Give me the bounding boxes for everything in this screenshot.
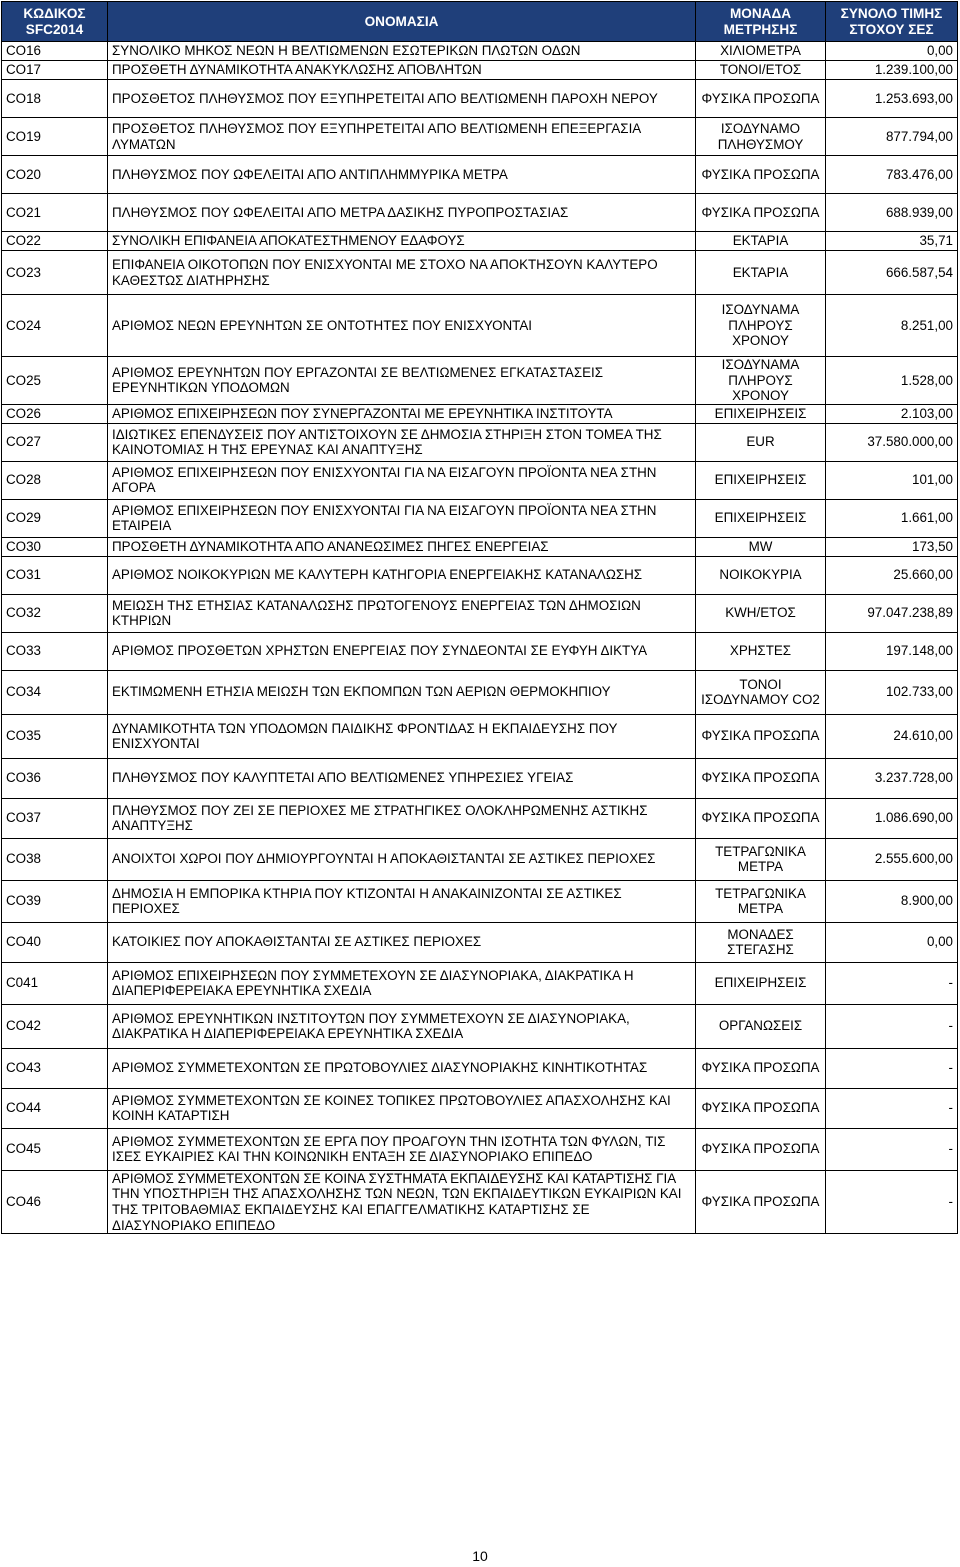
indicators-table — [1, 1, 958, 1234]
row-code: CO36 — [2, 758, 108, 798]
row-value: 0,00 — [826, 922, 958, 962]
row-value: 1.661,00 — [826, 499, 958, 537]
table-row — [2, 537, 958, 556]
row-code: CO31 — [2, 556, 108, 594]
row-value: 666.587,54 — [826, 251, 958, 295]
row-name: ΠΛΗΘΥΣΜΟΣ ΠΟΥ ΩΦΕΛΕΙΤΑΙ ΑΠΟ ΑΝΤΙΠΛΗΜΜΥΡΙΚΑ ΜΕΤΡΑ — [108, 156, 696, 194]
table-row — [2, 232, 958, 251]
table-row — [2, 461, 958, 499]
row-name: ΠΛΗΘΥΣΜΟΣ ΠΟΥ ΖΕΙ ΣΕ ΠΕΡΙΟΧΕΣ ΜΕ ΣΤΡΑΤΗΓΙΚΕΣ ΟΛΟΚΛΗΡΩΜΕΝΗΣ ΑΣΤΙΚΗΣ ΑΝΑΠΤΥΞΗΣ — [108, 798, 696, 838]
row-name: ΜΕΙΩΣΗ ΤΗΣ ΕΤΗΣΙΑΣ ΚΑΤΑΝΑΛΩΣΗΣ ΠΡΩΤΟΓΕΝΟΥΣ ΕΝΕΡΓΕΙΑΣ ΤΩΝ ΔΗΜΟΣΙΩΝ ΚΤΗΡΙΩΝ — [108, 594, 696, 632]
row-name: ΠΛΗΘΥΣΜΟΣ ΠΟΥ ΚΑΛΥΠΤΕΤΑΙ ΑΠΟ ΒΕΛΤΙΩΜΕΝΕΣ ΥΠΗΡΕΣΙΕΣ ΥΓΕΙΑΣ — [108, 758, 696, 798]
row-unit: ΕΠΙΧΕΙΡΗΣΕΙΣ — [696, 962, 826, 1004]
row-unit: ΤΟΝΟΙ/ΕΤΟΣ — [696, 61, 826, 80]
row-value: 8.251,00 — [826, 295, 958, 357]
row-name: ΔΗΜΟΣΙΑ Η ΕΜΠΟΡΙΚΑ ΚΤΗΡΙΑ ΠΟΥ ΚΤΙΖΟΝΤΑΙ Η ΑΝΑΚΑΙΝΙΖΟΝΤΑΙ ΣΕ ΑΣΤΙΚΕΣ ΠΕΡΙΟΧΕΣ — [108, 880, 696, 922]
row-value: - — [826, 1128, 958, 1170]
row-name: ΑΡΙΘΜΟΣ ΕΠΙΧΕΙΡΗΣΕΩΝ ΠΟΥ ΣΥΝΕΡΓΑΖΟΝΤΑΙ ΜΕ ΕΡΕΥΝΗΤΙΚΑ ΙΝΣΤΙΤΟΥΤΑ — [108, 404, 696, 423]
row-value: 25.660,00 — [826, 556, 958, 594]
row-value: 37.580.000,00 — [826, 423, 958, 461]
row-name: ΑΡΙΘΜΟΣ ΕΠΙΧΕΙΡΗΣΕΩΝ ΠΟΥ ΣΥΜΜΕΤΕΧΟΥΝ ΣΕ ΔΙΑΣΥΝΟΡΙΑΚΑ, ΔΙΑΚΡΑΤΙΚΑ Η ΔΙΑΠΕΡΙΦΕΡΕΙΑΚΑ ΕΡΕΥΝΗΤΙΚΑ ΣΧΕΔΙΑ — [108, 962, 696, 1004]
row-unit: ΦΥΣΙΚΑ ΠΡΟΣΩΠΑ — [696, 1170, 826, 1233]
row-unit: ΟΡΓΑΝΩΣΕΙΣ — [696, 1004, 826, 1048]
row-code: CO24 — [2, 295, 108, 357]
row-code: CO32 — [2, 594, 108, 632]
table-row — [2, 632, 958, 670]
row-unit: ΕΠΙΧΕΙΡΗΣΕΙΣ — [696, 461, 826, 499]
table-row — [2, 404, 958, 423]
table-row — [2, 798, 958, 838]
row-code: CO22 — [2, 232, 108, 251]
row-code: CO39 — [2, 880, 108, 922]
row-code: CO38 — [2, 838, 108, 880]
table-row — [2, 1048, 958, 1088]
row-unit: ΧΙΛΙΟΜΕΤΡΑ — [696, 42, 826, 61]
table-row — [2, 118, 958, 156]
row-code: CO28 — [2, 461, 108, 499]
row-unit: ΦΥΣΙΚΑ ΠΡΟΣΩΠΑ — [696, 1088, 826, 1128]
table-row — [2, 880, 958, 922]
table-header-row — [2, 2, 958, 42]
row-name: ΑΡΙΘΜΟΣ ΝΕΩΝ ΕΡΕΥΝΗΤΩΝ ΣΕ ΟΝΤΟΤΗΤΕΣ ΠΟΥ ΕΝΙΣΧΥΟΝΤΑΙ — [108, 295, 696, 357]
row-value: 97.047.238,89 — [826, 594, 958, 632]
row-unit: ΕΠΙΧΕΙΡΗΣΕΙΣ — [696, 499, 826, 537]
row-value: 173,50 — [826, 537, 958, 556]
row-code: CO45 — [2, 1128, 108, 1170]
row-name: ΙΔΙΩΤΙΚΕΣ ΕΠΕΝΔΥΣΕΙΣ ΠΟΥ ΑΝΤΙΣΤΟΙΧΟΥΝ ΣΕ ΔΗΜΟΣΙΑ ΣΤΗΡΙΞΗ ΣΤΟΝ ΤΟΜΕΑ ΤΗΣ ΚΑΙΝΟΤΟΜΙΑΣ Η ΤΗΣ ΕΡΕΥΝΑΣ ΚΑΙ ΑΝΑΠΤΥΞΗΣ — [108, 423, 696, 461]
row-code: CO43 — [2, 1048, 108, 1088]
row-value: - — [826, 1088, 958, 1128]
row-value: - — [826, 1004, 958, 1048]
row-code: CO34 — [2, 670, 108, 714]
row-code: CO46 — [2, 1170, 108, 1233]
row-name: ΠΡΟΣΘΕΤΟΣ ΠΛΗΘΥΣΜΟΣ ΠΟΥ ΕΞΥΠΗΡΕΤΕΙΤΑΙ ΑΠΟ ΒΕΛΤΙΩΜΕΝΗ ΠΑΡΟΧΗ ΝΕΡΟΥ — [108, 80, 696, 118]
row-unit: ΦΥΣΙΚΑ ΠΡΟΣΩΠΑ — [696, 194, 826, 232]
row-value: 35,71 — [826, 232, 958, 251]
row-value: 783.476,00 — [826, 156, 958, 194]
row-value: - — [826, 1170, 958, 1233]
row-code: CO29 — [2, 499, 108, 537]
table-row — [2, 295, 958, 357]
row-unit: MW — [696, 537, 826, 556]
row-unit: ΦΥΣΙΚΑ ΠΡΟΣΩΠΑ — [696, 714, 826, 758]
row-name: ΣΥΝΟΛΙΚΟ ΜΗΚΟΣ ΝΕΩΝ Η ΒΕΛΤΙΩΜΕΝΩΝ ΕΣΩΤΕΡΙΚΩΝ ΠΛΩΤΩΝ ΟΔΩΝ — [108, 42, 696, 61]
row-code: CO20 — [2, 156, 108, 194]
row-name: ΠΡΟΣΘΕΤΟΣ ΠΛΗΘΥΣΜΟΣ ΠΟΥ ΕΞΥΠΗΡΕΤΕΙΤΑΙ ΑΠΟ ΒΕΛΤΙΩΜΕΝΗ ΕΠΕΞΕΡΓΑΣΙΑ ΛΥΜΑΤΩΝ — [108, 118, 696, 156]
row-unit: ΦΥΣΙΚΑ ΠΡΟΣΩΠΑ — [696, 758, 826, 798]
row-code: CO35 — [2, 714, 108, 758]
row-unit: ΦΥΣΙΚΑ ΠΡΟΣΩΠΑ — [696, 80, 826, 118]
row-unit: EUR — [696, 423, 826, 461]
row-code: CO27 — [2, 423, 108, 461]
row-value: - — [826, 1048, 958, 1088]
table-row — [2, 962, 958, 1004]
table-row — [2, 42, 958, 61]
row-name: ΑΡΙΘΜΟΣ ΣΥΜΜΕΤΕΧΟΝΤΩΝ ΣΕ ΚΟΙΝΑ ΣΥΣΤΗΜΑΤΑ ΕΚΠΑΙΔΕΥΣΗΣ ΚΑΙ ΚΑΤΑΡΤΙΣΗΣ ΓΙΑ ΤΗΝ ΥΠΟΣΤΗΡΙΞΗ ΤΗΣ ΑΠΑΣΧΟΛΗΣΗΣ ΤΩΝ ΝΕΩΝ, ΤΩΝ ΕΚΠΑΙΔΕΥΤΙΚΩΝ ΕΥΚΑΙΡΙΩΝ ΚΑΙ ΤΗΣ ΤΡΙΤΟΒΑΘΜΙΑΣ ΕΚΠΑΙΔΕΥΣΗΣ ΚΑΙ ΕΠΑΓΓΕΛΜΑΤΙΚΗΣ ΚΑΤΑΡΤΙΣΗΣ ΣΕ ΔΙΑΣΥΝΟΡΙΑΚΟ ΕΠΙΠΕΔΟ — [108, 1170, 696, 1233]
row-code: CO25 — [2, 357, 108, 405]
table-row — [2, 194, 958, 232]
row-unit: ΤΕΤΡΑΓΩΝΙΚΑ ΜΕΤΡΑ — [696, 838, 826, 880]
row-value: 24.610,00 — [826, 714, 958, 758]
table-row — [2, 1004, 958, 1048]
table-row — [2, 499, 958, 537]
row-unit: ΙΣΟΔΥΝΑΜΑ ΠΛΗΡΟΥΣ ΧΡΟΝΟΥ — [696, 295, 826, 357]
row-code: CO42 — [2, 1004, 108, 1048]
header-target: ΣΥΝΟΛΟ ΤΙΜΗΣ ΣΤΟΧΟΥ ΣΕΣ — [826, 2, 958, 42]
row-code: CO40 — [2, 922, 108, 962]
header-code: ΚΩΔΙΚΟΣ SFC2014 — [2, 2, 108, 42]
row-name: ΑΝΟΙΧΤΟΙ ΧΩΡΟΙ ΠΟΥ ΔΗΜΙΟΥΡΓΟΥΝΤΑΙ Η ΑΠΟΚΑΘΙΣΤΑΝΤΑΙ ΣΕ ΑΣΤΙΚΕΣ ΠΕΡΙΟΧΕΣ — [108, 838, 696, 880]
row-unit: ΦΥΣΙΚΑ ΠΡΟΣΩΠΑ — [696, 1128, 826, 1170]
row-name: ΑΡΙΘΜΟΣ ΣΥΜΜΕΤΕΧΟΝΤΩΝ ΣΕ ΚΟΙΝΕΣ ΤΟΠΙΚΕΣ ΠΡΩΤΟΒΟΥΛΙΕΣ ΑΠΑΣΧΟΛΗΣΗΣ ΚΑΙ ΚΟΙΝΗ ΚΑΤΑΡΤΙΣΗ — [108, 1088, 696, 1128]
table-row — [2, 1088, 958, 1128]
row-unit: ΤΟΝΟΙ ΙΣΟΔΥΝΑΜΟΥ CO2 — [696, 670, 826, 714]
row-value: - — [826, 962, 958, 1004]
row-unit: KWH/ΕΤΟΣ — [696, 594, 826, 632]
row-code: CO44 — [2, 1088, 108, 1128]
row-code: CO17 — [2, 61, 108, 80]
table-row — [2, 80, 958, 118]
table-row — [2, 922, 958, 962]
row-unit: ΦΥΣΙΚΑ ΠΡΟΣΩΠΑ — [696, 798, 826, 838]
row-unit: ΤΕΤΡΑΓΩΝΙΚΑ ΜΕΤΡΑ — [696, 880, 826, 922]
row-value: 101,00 — [826, 461, 958, 499]
table-row — [2, 1170, 958, 1233]
row-value: 2.555.600,00 — [826, 838, 958, 880]
row-name: ΑΡΙΘΜΟΣ ΕΠΙΧΕΙΡΗΣΕΩΝ ΠΟΥ ΕΝΙΣΧΥΟΝΤΑΙ ΓΙΑ ΝΑ ΕΙΣΑΓΟΥΝ ΠΡΟΪΟΝΤΑ ΝΕΑ ΣΤΗΝ ΕΤΑΙΡΕΙΑ — [108, 499, 696, 537]
row-name: ΕΚΤΙΜΩΜΕΝΗ ΕΤΗΣΙΑ ΜΕΙΩΣΗ ΤΩΝ ΕΚΠΟΜΠΩΝ ΤΩΝ ΑΕΡΙΩΝ ΘΕΡΜΟΚΗΠΙΟΥ — [108, 670, 696, 714]
table-row — [2, 423, 958, 461]
row-code: CO30 — [2, 537, 108, 556]
table-row — [2, 670, 958, 714]
row-value: 8.900,00 — [826, 880, 958, 922]
page-number: 10 — [472, 1548, 488, 1564]
row-name: ΠΡΟΣΘΕΤΗ ΔΥΝΑΜΙΚΟΤΗΤΑ ΑΝΑΚΥΚΛΩΣΗΣ ΑΠΟΒΛΗΤΩΝ — [108, 61, 696, 80]
row-value: 2.103,00 — [826, 404, 958, 423]
row-unit: ΦΥΣΙΚΑ ΠΡΟΣΩΠΑ — [696, 1048, 826, 1088]
row-value: 102.733,00 — [826, 670, 958, 714]
row-name: ΣΥΝΟΛΙΚΗ ΕΠΙΦΑΝΕΙΑ ΑΠΟΚΑΤΕΣΤΗΜΕΝΟΥ ΕΔΑΦΟΥΣ — [108, 232, 696, 251]
row-value: 877.794,00 — [826, 118, 958, 156]
table-row — [2, 61, 958, 80]
table-row — [2, 357, 958, 405]
row-name: ΕΠΙΦΑΝΕΙΑ ΟΙΚΟΤΟΠΩΝ ΠΟΥ ΕΝΙΣΧΥΟΝΤΑΙ ΜΕ ΣΤΟΧΟ ΝΑ ΑΠΟΚΤΗΣΟΥΝ ΚΑΛΥΤΕΡΟ ΚΑΘΕΣΤΩΣ ΔΙΑΤΗΡΗΣΗΣ — [108, 251, 696, 295]
row-value: 0,00 — [826, 42, 958, 61]
row-code: CO18 — [2, 80, 108, 118]
row-code: CO19 — [2, 118, 108, 156]
row-name: ΑΡΙΘΜΟΣ ΣΥΜΜΕΤΕΧΟΝΤΩΝ ΣΕ ΕΡΓΑ ΠΟΥ ΠΡΟΑΓΟΥΝ ΤΗΝ ΙΣΟΤΗΤΑ ΤΩΝ ΦΥΛΩΝ, ΤΙΣ ΙΣΕΣ ΕΥΚΑΙΡΙΕΣ ΚΑΙ ΤΗΝ ΚΟΙΝΩΝΙΚΗ ΕΝΤΑΞΗ ΣΕ ΔΙΑΣΥΝΟΡΙΑΚΟ ΕΠΙΠΕΔΟ — [108, 1128, 696, 1170]
table-row — [2, 594, 958, 632]
row-value: 3.237.728,00 — [826, 758, 958, 798]
row-name: ΔΥΝΑΜΙΚΟΤΗΤΑ ΤΩΝ ΥΠΟΔΟΜΩΝ ΠΑΙΔΙΚΗΣ ΦΡΟΝΤΙΔΑΣ Η ΕΚΠΑΙΔΕΥΣΗΣ ΠΟΥ ΕΝΙΣΧΥΟΝΤΑΙ — [108, 714, 696, 758]
row-value: 1.239.100,00 — [826, 61, 958, 80]
row-unit: ΕΠΙΧΕΙΡΗΣΕΙΣ — [696, 404, 826, 423]
row-code: CO26 — [2, 404, 108, 423]
row-value: 1.528,00 — [826, 357, 958, 405]
header-unit: ΜΟΝΑΔΑ ΜΕΤΡΗΣΗΣ — [696, 2, 826, 42]
row-unit: ΝΟΙΚΟΚΥΡΙΑ — [696, 556, 826, 594]
row-name: ΑΡΙΘΜΟΣ ΕΠΙΧΕΙΡΗΣΕΩΝ ΠΟΥ ΕΝΙΣΧΥΟΝΤΑΙ ΓΙΑ ΝΑ ΕΙΣΑΓΟΥΝ ΠΡΟΪΟΝΤΑ ΝΕΑ ΣΤΗΝ ΑΓΟΡΑ — [108, 461, 696, 499]
row-code: CO21 — [2, 194, 108, 232]
row-value: 688.939,00 — [826, 194, 958, 232]
row-code: CO33 — [2, 632, 108, 670]
table-row — [2, 1128, 958, 1170]
table-row — [2, 556, 958, 594]
row-value: 197.148,00 — [826, 632, 958, 670]
row-unit: ΙΣΟΔΥΝΑΜΟ ΠΛΗΘΥΣΜΟΥ — [696, 118, 826, 156]
row-value: 1.253.693,00 — [826, 80, 958, 118]
table-row — [2, 714, 958, 758]
row-code: CO37 — [2, 798, 108, 838]
table-row — [2, 758, 958, 798]
table-row — [2, 156, 958, 194]
row-name: ΠΡΟΣΘΕΤΗ ΔΥΝΑΜΙΚΟΤΗΤΑ ΑΠΟ ΑΝΑΝΕΩΣΙΜΕΣ ΠΗΓΕΣ ΕΝΕΡΓΕΙΑΣ — [108, 537, 696, 556]
row-name: ΑΡΙΘΜΟΣ ΝΟΙΚΟΚΥΡΙΩΝ ΜΕ ΚΑΛΥΤΕΡΗ ΚΑΤΗΓΟΡΙΑ ΕΝΕΡΓΕΙΑΚΗΣ ΚΑΤΑΝΑΛΩΣΗΣ — [108, 556, 696, 594]
row-name: ΑΡΙΘΜΟΣ ΣΥΜΜΕΤΕΧΟΝΤΩΝ ΣΕ ΠΡΩΤΟΒΟΥΛΙΕΣ ΔΙΑΣΥΝΟΡΙΑΚΗΣ ΚΙΝΗΤΙΚΟΤΗΤΑΣ — [108, 1048, 696, 1088]
row-name: ΚΑΤΟΙΚΙΕΣ ΠΟΥ ΑΠΟΚΑΘΙΣΤΑΝΤΑΙ ΣΕ ΑΣΤΙΚΕΣ ΠΕΡΙΟΧΕΣ — [108, 922, 696, 962]
header-name: ΟΝΟΜΑΣΙΑ — [108, 2, 696, 42]
table-row — [2, 838, 958, 880]
row-value: 1.086.690,00 — [826, 798, 958, 838]
row-unit: ΧΡΗΣΤΕΣ — [696, 632, 826, 670]
row-code: CO16 — [2, 42, 108, 61]
row-unit: ΙΣΟΔΥΝΑΜΑ ΠΛΗΡΟΥΣ ΧΡΟΝΟΥ — [696, 357, 826, 405]
table-row — [2, 251, 958, 295]
row-name: ΑΡΙΘΜΟΣ ΕΡΕΥΝΗΤΩΝ ΠΟΥ ΕΡΓΑΖΟΝΤΑΙ ΣΕ ΒΕΛΤΙΩΜΕΝΕΣ ΕΓΚΑΤΑΣΤΑΣΕΙΣ ΕΡΕΥΝΗΤΙΚΩΝ ΥΠΟΔΟΜΩΝ — [108, 357, 696, 405]
row-name: ΑΡΙΘΜΟΣ ΠΡΟΣΘΕΤΩΝ ΧΡΗΣΤΩΝ ΕΝΕΡΓΕΙΑΣ ΠΟΥ ΣΥΝΔΕΟΝΤΑΙ ΣΕ ΕΥΦΥΗ ΔΙΚΤΥΑ — [108, 632, 696, 670]
row-code: CO23 — [2, 251, 108, 295]
row-unit: ΕΚΤΑΡΙΑ — [696, 251, 826, 295]
row-unit: ΜΟΝΑΔΕΣ ΣΤΕΓΑΣΗΣ — [696, 922, 826, 962]
row-name: ΑΡΙΘΜΟΣ ΕΡΕΥΝΗΤΙΚΩΝ ΙΝΣΤΙΤΟΥΤΩΝ ΠΟΥ ΣΥΜΜΕΤΕΧΟΥΝ ΣΕ ΔΙΑΣΥΝΟΡΙΑΚΑ, ΔΙΑΚΡΑΤΙΚΑ Η ΔΙΑΠΕΡΙΦΕΡΕΙΑΚΑ ΕΡΕΥΝΗΤΙΚΑ ΣΧΕΔΙΑ — [108, 1004, 696, 1048]
row-unit: ΕΚΤΑΡΙΑ — [696, 232, 826, 251]
row-name: ΠΛΗΘΥΣΜΟΣ ΠΟΥ ΩΦΕΛΕΙΤΑΙ ΑΠΟ ΜΕΤΡΑ ΔΑΣΙΚΗΣ ΠΥΡΟΠΡΟΣΤΑΣΙΑΣ — [108, 194, 696, 232]
row-unit: ΦΥΣΙΚΑ ΠΡΟΣΩΠΑ — [696, 156, 826, 194]
row-code: C041 — [2, 962, 108, 1004]
